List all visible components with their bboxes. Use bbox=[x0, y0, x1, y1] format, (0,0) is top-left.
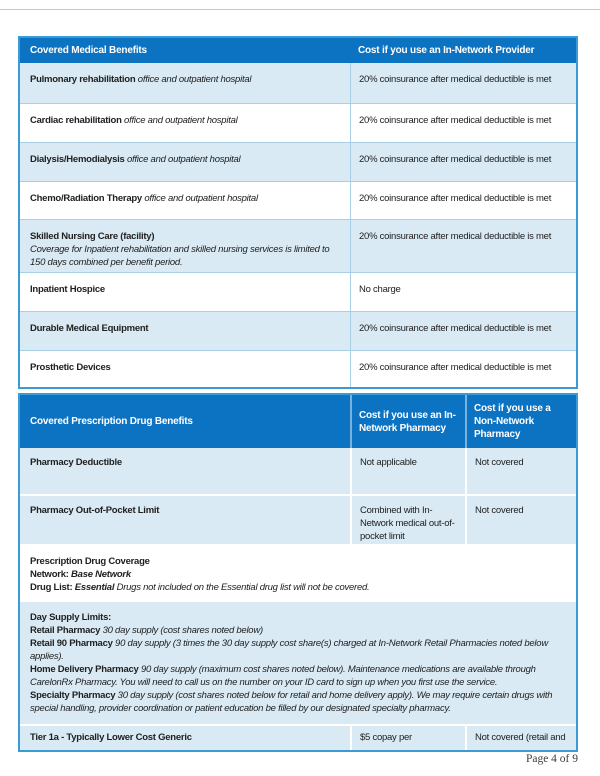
benefit-name: Chemo/Radiation Therapy office and outpatient hospital bbox=[30, 193, 258, 204]
medical-table-header-row bbox=[20, 38, 576, 63]
benefit-name: Pharmacy Out-of-Pocket Limit bbox=[30, 505, 160, 516]
column-header-covered-prescription-drug-benefits: Covered Prescription Drug Benefits bbox=[30, 416, 193, 427]
column-header-in-network-pharmacy-cost: Cost if you use an In-Network Pharmacy bbox=[350, 395, 465, 448]
table-row-cardiac-rehabilitation bbox=[20, 103, 576, 142]
benefit-cost: 20% coinsurance after medical deductible is met bbox=[350, 63, 576, 103]
day-supply-limits-note: Day Supply Limits: Retail Pharmacy 30 day supply (cost shares noted below) Retail 90 Pharmacy 90 day supply (3 times the 30 day supply cost share(s) charged at In-Network Retail Pharmacies noted below applies). Home Delivery Pharmacy 90 day supply (maximum cost shares noted below). Maintenance medications are available through CarelonRx Pharmacy. You will need to call us on the number on your ID card to sign up when you first use the service. Specialty Pharmacy 30 day supply (cost shares noted below for retail and home delivery apply). We may require certain drugs with special handling, provider coordination or patient education be filled by our designated specialty pharmacy. bbox=[20, 600, 576, 724]
page-number: Page 4 of 9 bbox=[525, 753, 578, 765]
column-header-non-network-pharmacy-cost: Cost if you use a Non-Network Pharmacy bbox=[465, 395, 576, 448]
benefit-cost: No charge bbox=[350, 273, 576, 311]
prescription-drug-benefits-table bbox=[18, 393, 578, 752]
benefit-cost: 20% coinsurance after medical deductible is met bbox=[350, 220, 576, 272]
non-network-cost: Not covered (retail and bbox=[465, 726, 576, 750]
prescription-drug-coverage-note: Prescription Drug Coverage Network: Base Network Drug List: Essential Drugs not included on the Essential drug list will not be covered. bbox=[20, 544, 576, 600]
benefit-cost: 20% coinsurance after medical deductible is met bbox=[350, 182, 576, 219]
benefit-cost: 20% coinsurance after medical deductible is met bbox=[350, 104, 576, 142]
column-header-in-network-provider-cost: Cost if you use an In-Network Provider bbox=[358, 45, 535, 56]
benefit-name: Tier 1a - Typically Lower Cost Generic bbox=[30, 732, 192, 743]
benefit-name: Cardiac rehabilitation office and outpatient hospital bbox=[30, 115, 238, 126]
benefit-name: Inpatient Hospice bbox=[30, 284, 105, 295]
table-row-pharmacy-deductible bbox=[20, 448, 576, 494]
table-row-skilled-nursing-care bbox=[20, 219, 576, 272]
benefit-name: Prosthetic Devices bbox=[30, 362, 111, 373]
top-divider bbox=[0, 9, 600, 10]
medical-benefits-table bbox=[18, 36, 578, 389]
in-network-cost: Not applicable bbox=[350, 448, 465, 494]
benefit-name: Durable Medical Equipment bbox=[30, 323, 149, 334]
benefit-cost: 20% coinsurance after medical deductible is met bbox=[350, 351, 576, 387]
benefit-name: Pharmacy Deductible bbox=[30, 457, 122, 468]
non-network-cost: Not covered bbox=[465, 448, 576, 494]
column-header-covered-medical-benefits: Covered Medical Benefits bbox=[30, 45, 147, 56]
benefit-cost: 20% coinsurance after medical deductible is met bbox=[350, 312, 576, 350]
benefit-name: Skilled Nursing Care (facility) Coverage for Inpatient rehabilitation and skilled nursing services is limited to 150 days combined per benefit period. bbox=[30, 231, 330, 268]
table-row-chemo-radiation-therapy bbox=[20, 181, 576, 219]
benefit-cost: 20% coinsurance after medical deductible is met bbox=[350, 143, 576, 181]
benefit-name: Dialysis/Hemodialysis office and outpatient hospital bbox=[30, 154, 241, 165]
table-row-dialysis-hemodialysis bbox=[20, 142, 576, 181]
table-row-prosthetic-devices bbox=[20, 350, 576, 387]
table-row-durable-medical-equipment bbox=[20, 311, 576, 350]
table-row-pulmonary-rehabilitation bbox=[20, 63, 576, 103]
non-network-cost: Not covered bbox=[465, 496, 576, 544]
table-row-inpatient-hospice bbox=[20, 272, 576, 311]
in-network-cost: Combined with In-Network medical out-of-pocket limit bbox=[350, 496, 465, 544]
benefit-name: Pulmonary rehabilitation office and outpatient hospital bbox=[30, 74, 252, 85]
in-network-cost: $5 copay per bbox=[350, 726, 465, 750]
table-row-pharmacy-out-of-pocket-limit bbox=[20, 494, 576, 544]
rx-table-header-row bbox=[20, 395, 576, 448]
table-row-tier-1a-generic bbox=[20, 724, 576, 750]
